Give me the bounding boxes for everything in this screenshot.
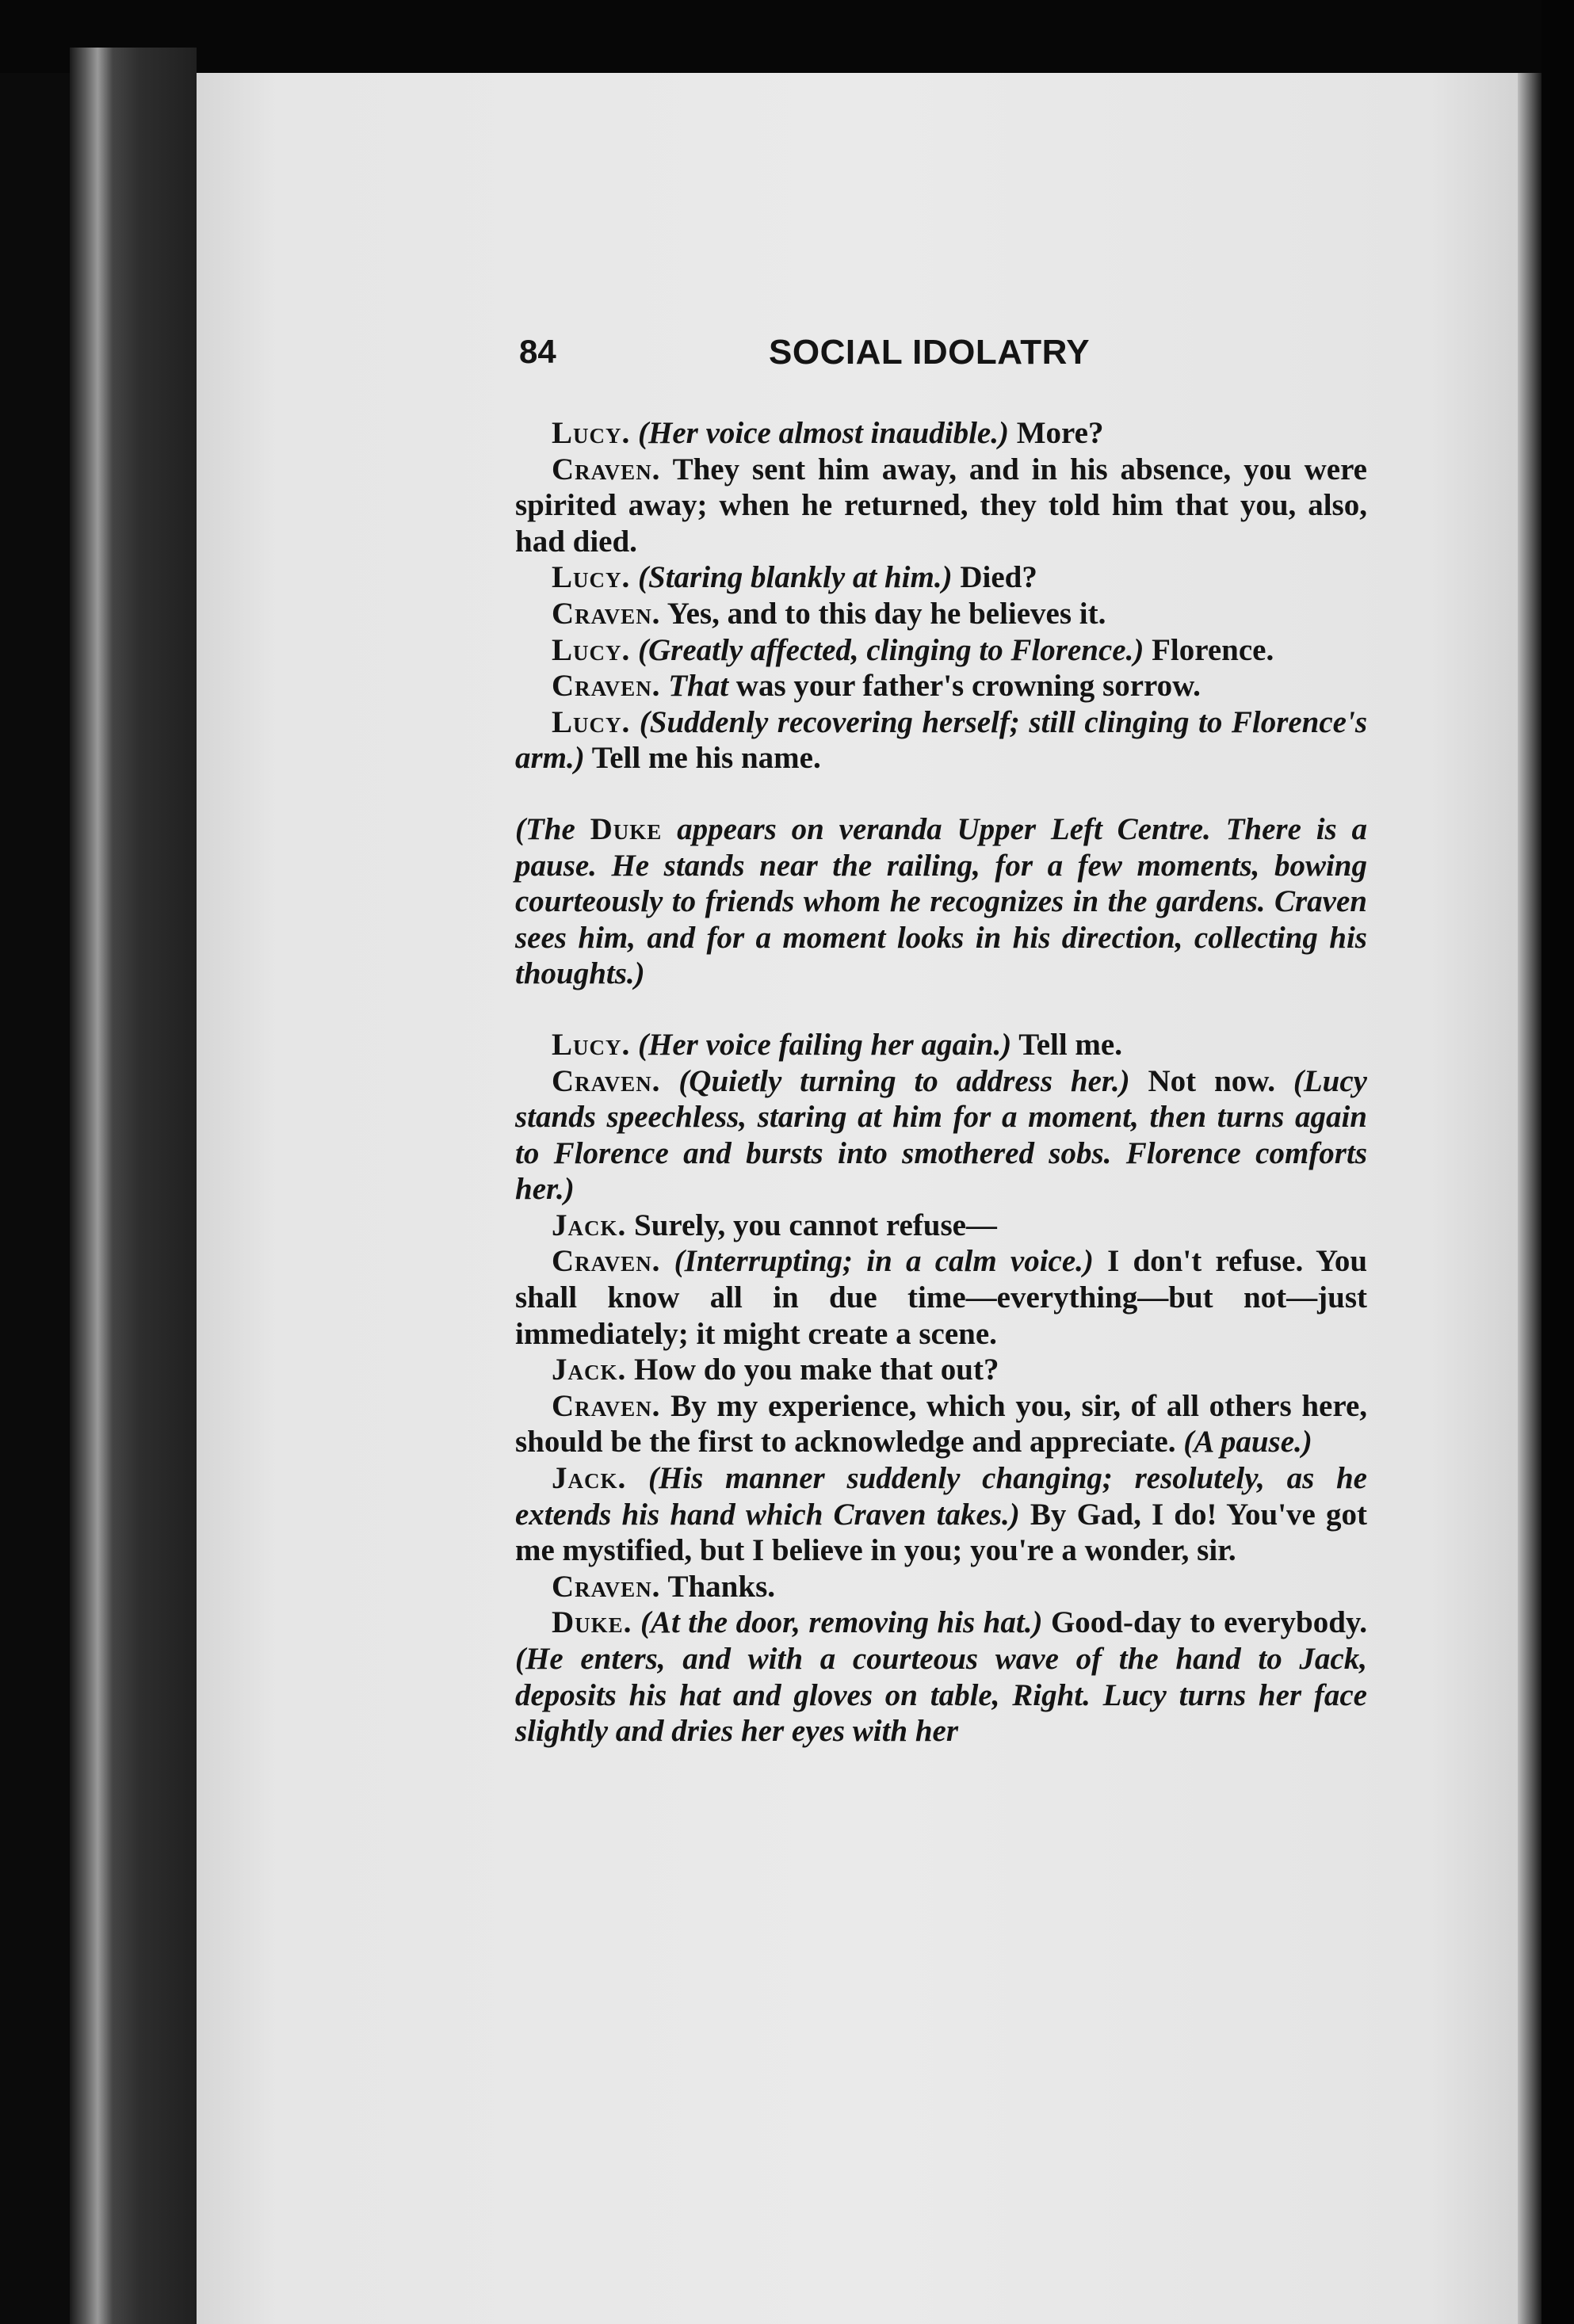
speaker-name: Jack. [552,1353,627,1387]
dialogue-line [515,668,1367,704]
dialogue-text: Thanks. [667,1569,775,1604]
speaker-name: Craven. [552,1244,661,1279]
speaker-name: Craven. [552,1388,661,1423]
speaker-name: Craven. [552,1569,661,1604]
dialogue-text: I don't refuse. You shall know all in due time—everything—but not—just immediately; it might create a scene. [515,1244,1368,1351]
dialogue-line [515,559,1367,596]
stage-direction: (Greatly affected, clinging to Florence.) [638,632,1144,667]
stage-direction: (At the door, removing his hat.) [640,1605,1043,1640]
dialogue-text: Good-day to everybody. [1050,1605,1368,1640]
dialogue-line [515,596,1367,632]
stage-direction-block [515,811,1367,992]
dialogue-text: By my experience, which you, sir, of all others here, should be the first to acknowledge and appreciate. [515,1388,1368,1460]
dialogue-text: By Gad, I do! You've got me mystified, but I believe in you; you're a wonder, sir. [515,1497,1367,1568]
character-name: Duke [590,811,663,846]
speaker-name: Craven. [552,1063,661,1098]
dialogue-line [515,1605,1367,1749]
stage-direction: (Staring blankly at him.) [638,560,953,595]
dialogue-text: Florence. [1152,632,1274,667]
stage-direction-text: appears on veranda Upper Left Centre. There is a pause. He stands near the railing, for a few moments, bowing courteously to friends whom he recognizes in the gardens. Craven sees him, and for a moment looks in his direction, collecting his thoughts.) [515,811,1368,991]
dialogue-text: They sent him away, and in his absence, you were spirited away; when he returned, they told him that you, also, had died. [515,452,1367,559]
dialogue-line [515,632,1367,669]
speaker-name: Lucy. [552,704,631,739]
stage-direction: (Interrupting; in a calm voice.) [674,1244,1094,1279]
dialogue-line [515,415,1367,452]
stage-direction: (Quietly turning to address her.) [678,1063,1130,1098]
stage-direction: (He enters, and with a courteous wave of the hand to Jack, deposits his hat and gloves on table, Right. Lucy turns her face slightly and dries her eyes with her [515,1642,1367,1749]
dialogue-line [515,452,1367,560]
book-binding [70,48,197,2324]
dialogue-text: was your father's crowning sorrow. [735,669,1201,704]
dialogue-line [515,1208,1367,1244]
dialogue-line [515,704,1367,777]
dialogue-line [515,1460,1367,1569]
speaker-name: Lucy. [552,632,631,667]
dialogue-text: Not now. [1148,1063,1275,1098]
speaker-name: Lucy. [552,1027,631,1062]
emphasis: That [668,669,729,704]
dialogue-text: Died? [960,560,1037,595]
page-number: 84 [519,333,556,370]
stage-direction: (A pause.) [1183,1425,1312,1460]
speaker-name: Craven. [552,669,661,704]
speaker-name: Duke. [552,1605,632,1640]
film-border-right [1542,0,1574,2324]
stage-direction: (Lucy stands speechless, staring at him for a moment, then turns again to Florence and bursts into smothered sobs. Florence comforts her.) [515,1063,1367,1207]
stage-direction: (Suddenly recovering herself; still clinging to Florence's arm.) [515,704,1368,776]
stage-direction: (Her voice almost inaudible.) [638,416,1009,450]
dialogue-line [515,1027,1367,1063]
speaker-name: Jack. [552,1461,627,1496]
film-border-top [0,0,1574,73]
page-edge-shadow [1518,73,1542,2324]
dialogue-text: Surely, you cannot refuse— [634,1208,997,1242]
page-header [519,333,1367,384]
dialogue-text: Yes, and to this day he believes it. [667,596,1106,631]
page-body [515,415,1367,1750]
stage-direction: (His manner suddenly changing; resolutely, as he extends his hand which Craven takes.) [515,1461,1367,1532]
dialogue-line [515,1063,1367,1208]
speaker-name: Craven. [552,596,661,631]
dialogue-line [515,1388,1367,1460]
dialogue-line [515,1243,1367,1352]
dialogue-text: Tell me his name. [591,741,821,776]
dialogue-text: Tell me. [1018,1027,1122,1062]
dialogue-line [515,1352,1367,1388]
speaker-name: Lucy. [552,560,631,595]
stage-direction-open: (The [515,811,575,846]
stage-direction: (Her voice failing her again.) [638,1027,1012,1062]
dialogue-text: More? [1016,416,1104,450]
speaker-name: Jack. [552,1208,627,1242]
dialogue-text: How do you make that out? [634,1353,999,1387]
speaker-name: Craven. [552,452,661,487]
dialogue-line [515,1569,1367,1605]
running-title: SOCIAL IDOLATRY [769,333,1091,372]
speaker-name: Lucy. [552,416,631,450]
